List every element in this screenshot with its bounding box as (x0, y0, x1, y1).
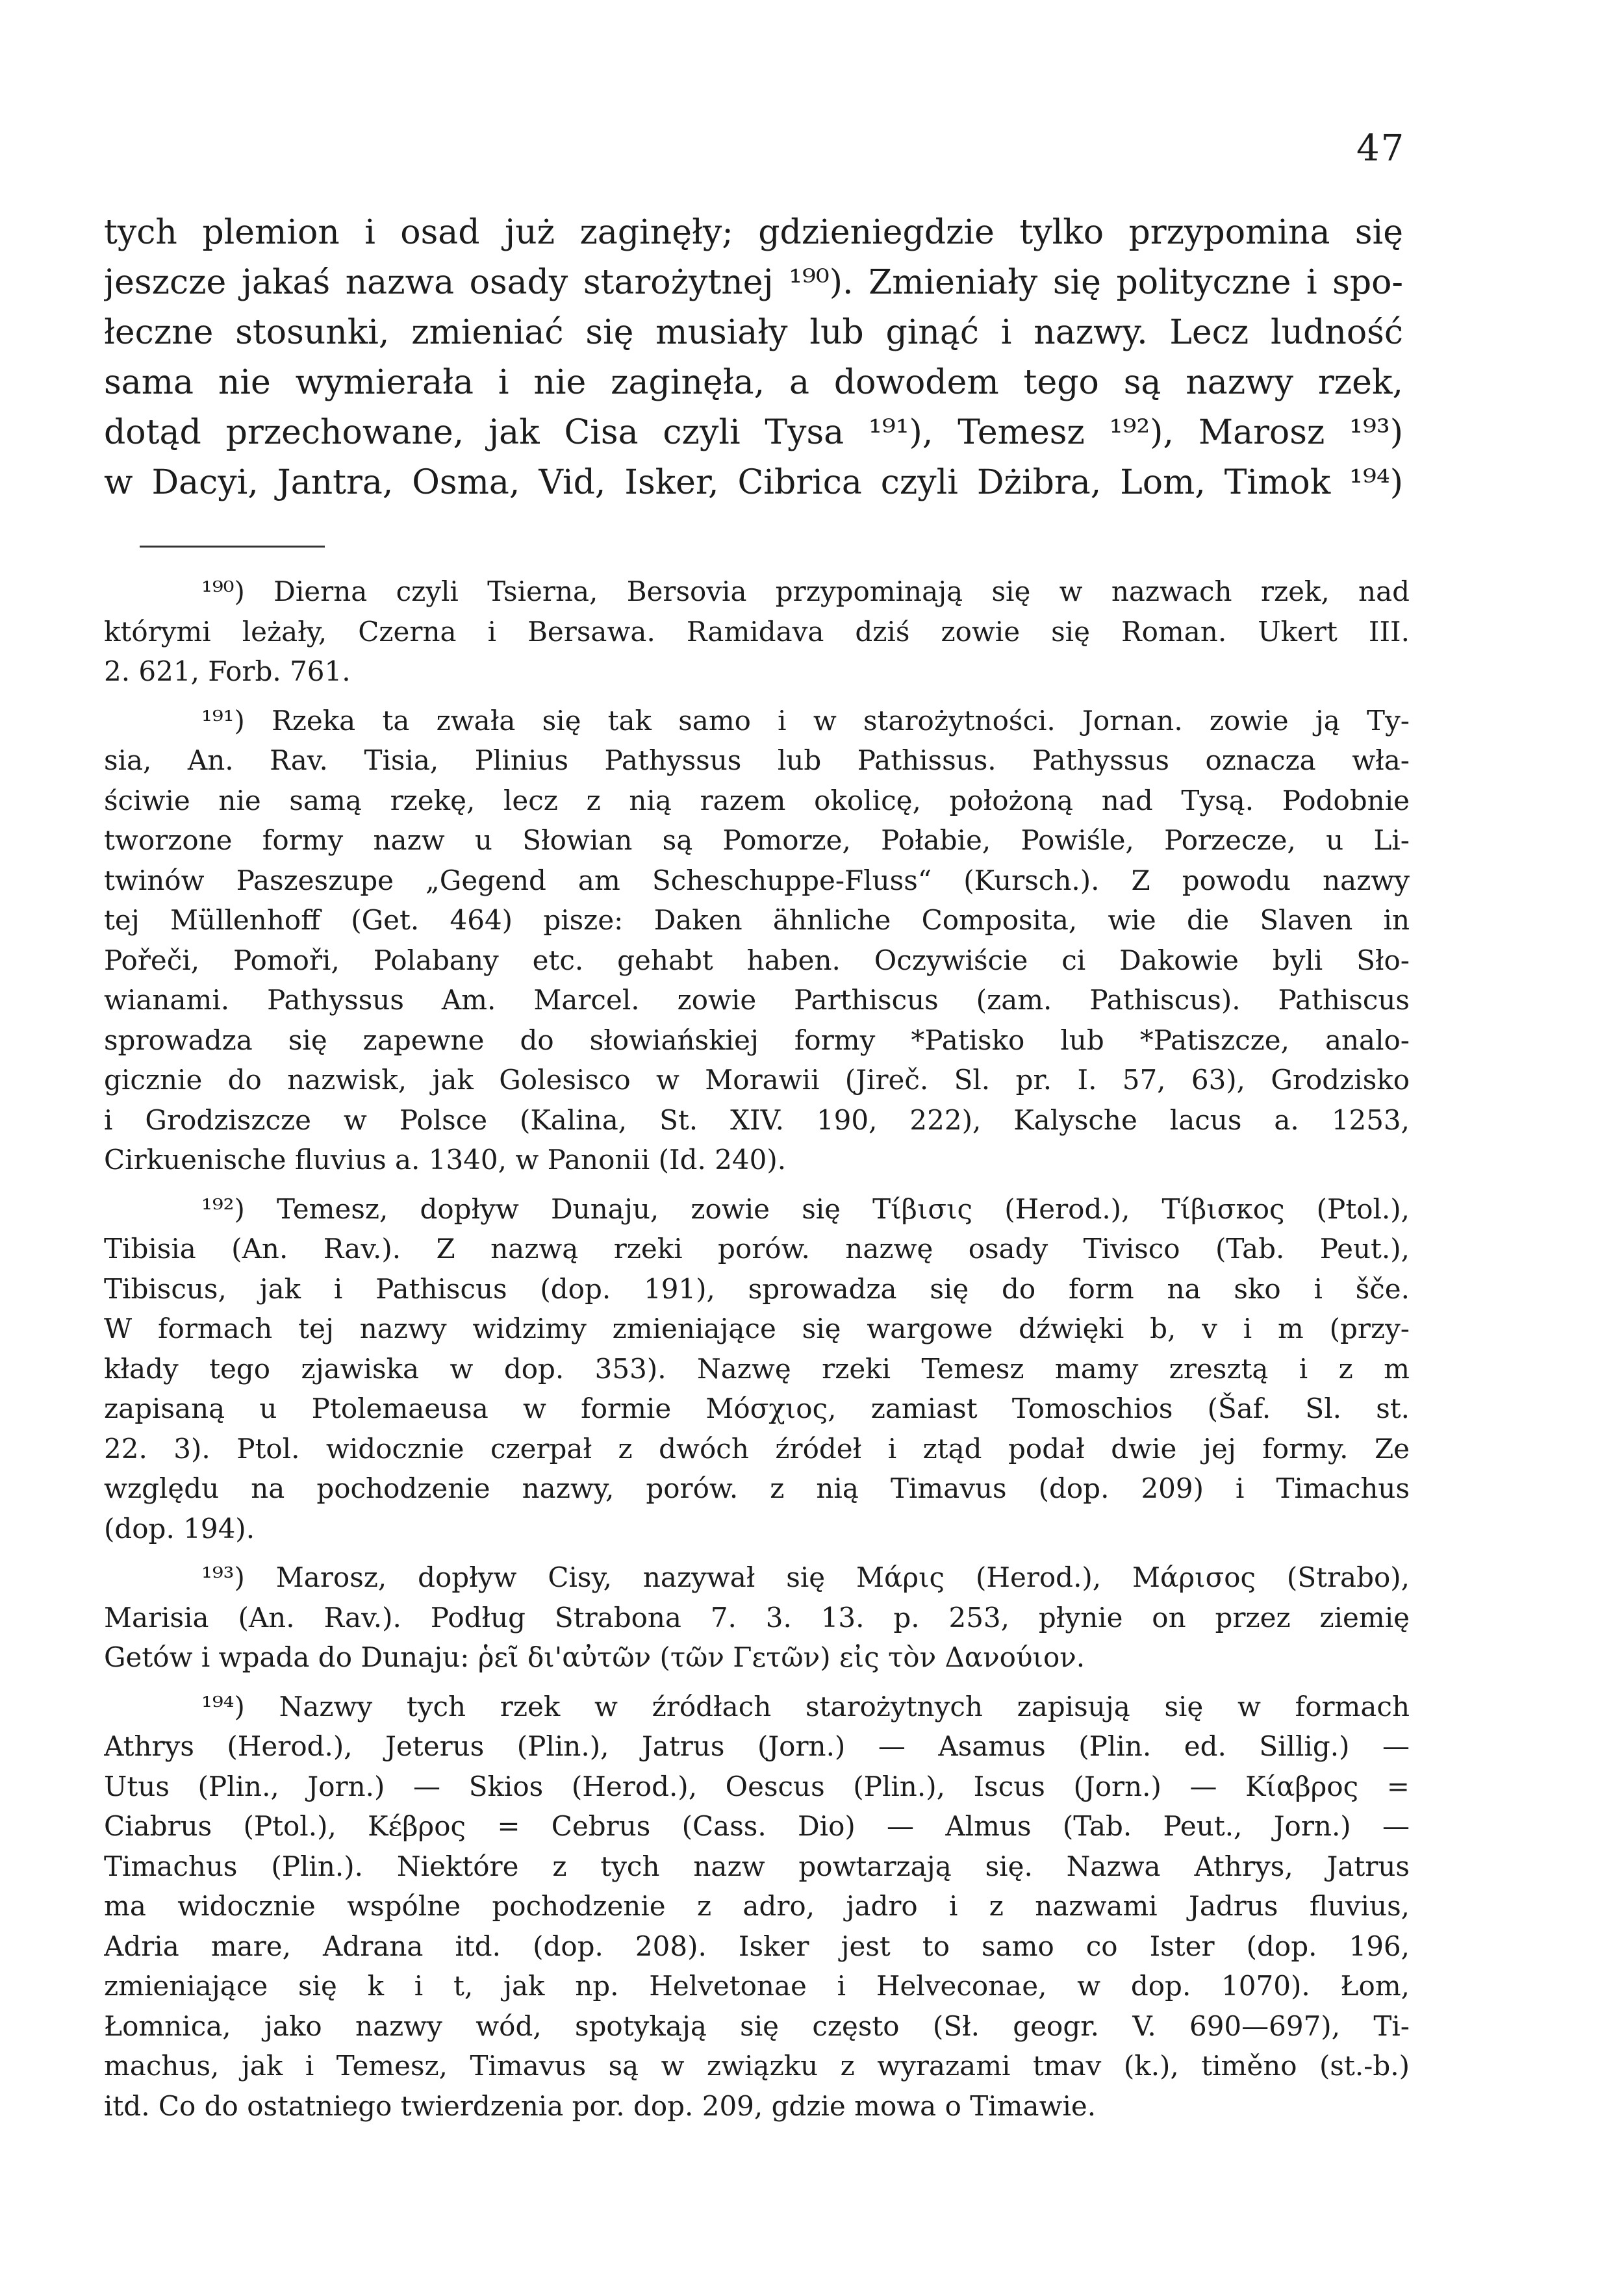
footnote-line: twinów Paszeszupe „Gegend am Scheschuppe-Fluss“ (Kursch.). Z powodu nazwy (104, 864, 1410, 896)
footnote-line: tej Müllenhoff (Get. 464) pisze: Daken ähnliche Composita, wie die Slaven in (104, 904, 1410, 936)
footnote-line: Tibiscus, jak i Pathiscus (dop. 191), sprowadza się do form na sko i šče. (104, 1272, 1410, 1305)
footnote-line: gicznie do nazwisk, jak Golesisco w Morawii (Jireč. Sl. pr. I. 57, 63), Grodzisko (104, 1064, 1410, 1096)
body-line: jeszcze jakaś nazwa osady starożytnej ¹⁹⁰). Zmieniały się polityczne i spo- (104, 263, 1403, 302)
footnote-line: ma widocznie wspólne pochodzenie z adro, jadro i z nazwami Jadrus fluvius, (104, 1890, 1410, 1922)
footnote-line: zapisaną u Ptolemaeusa w formie Μόσχιος, zamiast Tomoschios (Šaf. Sl. st. (104, 1393, 1410, 1424)
footnote-line: Timachus (Plin.). Niektóre z tych nazw powtarzają się. Nazwa Athrys, Jatrus (104, 1850, 1410, 1882)
footnote-line: ¹⁹¹) Rzeka ta zwała się tak samo i w starożytności. Jornan. zowie ją Ty- (201, 704, 1410, 737)
footnote-line: wianami. Pathyssus Am. Marcel. zowie Parthiscus (zam. Pathiscus). Pathiscus (104, 984, 1410, 1016)
footnote-line: którymi leżały, Czerna i Bersawa. Ramidava dziś zowie się Roman. Ukert III. (104, 615, 1410, 648)
footnote-line: Getów i wpada do Dunaju: ῥεῖ δι'αὐτῶν (τῶν Γετῶν) εἰς τὸν Δανούιον. (104, 1641, 1085, 1673)
footnote-line: ¹⁹³) Marosz, dopływ Cisy, nazywał się Μάρις (Herod.), Μάρισος (Strabo), (201, 1561, 1410, 1593)
footnote-line: W formach tej nazwy widzimy zmieniające się wargowe dźwięki b, v i m (przy- (104, 1313, 1410, 1344)
footnote-line: itd. Co do ostatniego twierdzenia por. dop. 209, gdzie mowa o Timawie. (104, 2089, 1097, 2122)
footnote-line: (dop. 194). (104, 1512, 255, 1545)
footnote-194 (104, 1687, 1410, 2126)
footnote-line: Cirkuenische fluvius a. 1340, w Panonii (Id. 240). (104, 1144, 787, 1176)
footnote-gap (104, 1548, 1410, 1558)
footnote-line: 2. 621, Forb. 761. (104, 655, 351, 687)
footnotes (104, 572, 1410, 2126)
footnote-line: Pořeči, Pomoři, Polabany etc. gehabt haben. Oczywiście ci Dakowie byli Sło- (104, 944, 1410, 976)
footnote-gap (104, 692, 1410, 701)
footnote-line: względu na pochodzenie nazwy, porów. z nią Timavus (dop. 209) i Timachus (104, 1472, 1410, 1504)
page-number: 47 (1356, 127, 1406, 170)
footnote-line: Łomnica, jako nazwy wód, spotykają się często (Sł. geogr. V. 690—697), Ti- (104, 2010, 1410, 2042)
footnote-line: Adria mare, Adrana itd. (dop. 208). Isker jest to samo co Ister (dop. 196, (104, 1930, 1410, 1962)
footnote-line: sprowadza się zapewne do słowiańskiej formy *Patisko lub *Patiszcze, analo- (104, 1024, 1410, 1056)
main-text (104, 208, 1403, 508)
footnote-line: 22. 3). Ptol. widocznie czerpał z dwóch źródeł i ztąd podał dwie jej formy. Ze (104, 1432, 1410, 1465)
footnote-line: Ciabrus (Ptol.), Κέβρος = Cebrus (Cass. Dio) — Almus (Tab. Peut., Jorn.) — (104, 1810, 1410, 1842)
footnote-line: machus, jak i Temesz, Timavus są w związku z wyrazami tmav (k.), timěno (st.-b.) (104, 2050, 1410, 2082)
footnote-line: Utus (Plin., Jorn.) — Skios (Herod.), Oescus (Plin.), Iscus (Jorn.) — Κίαβρος = (104, 1770, 1410, 1802)
footnote-line: ¹⁹⁰) Dierna czyli Tsierna, Bersovia przypominają się w nazwach rzek, nad (201, 575, 1410, 607)
body-line: tych plemion i osad już zaginęły; gdzieniegdzie tylko przypomina się (104, 213, 1403, 252)
footnote-separator (140, 546, 325, 548)
footnote-line: tworzone formy nazw u Słowian są Pomorze, Połabie, Powiśle, Porzecze, u Li- (104, 824, 1410, 856)
footnote-gap (104, 1180, 1410, 1189)
footnote-line: Athrys (Herod.), Jeterus (Plin.), Jatrus (Jorn.) — Asamus (Plin. ed. Sillig.) — (104, 1730, 1410, 1762)
footnote-line: zmieniające się k i t, jak np. Helvetonae i Helveconae, w dop. 1070). Łom, (104, 1970, 1410, 2002)
body-line: łeczne stosunki, zmieniać się musiały lub ginąć i nazwy. Lecz ludność (104, 313, 1403, 352)
footnote-line: ściwie nie samą rzekę, lecz z nią razem okolicę, położoną nad Tysą. Podobnie (104, 784, 1410, 816)
footnote-191 (104, 701, 1410, 1180)
body-line: w Dacyi, Jantra, Osma, Vid, Isker, Cibrica czyli Dżibra, Lom, Timok ¹⁹⁴) (104, 463, 1403, 502)
footnote-line: sia, An. Rav. Tisia, Plinius Pathyssus lub Pathissus. Pathyssus oznacza wła- (104, 744, 1410, 776)
footnote-line: Marisia (An. Rav.). Podług Strabona 7. 3. 13. p. 253, płynie on przez ziemię (104, 1601, 1410, 1634)
body-line: dotąd przechowane, jak Cisa czyli Tysa ¹⁹¹), Temesz ¹⁹²), Marosz ¹⁹³) (104, 413, 1403, 452)
footnote-line: ¹⁹²) Temesz, dopływ Dunaju, zowie się Τίβισις (Herod.), Τίβισκος (Ptol.), (201, 1192, 1410, 1225)
footnote-line: i Grodziszcze w Polsce (Kalina, St. XIV. 190, 222), Kalysche lacus a. 1253, (104, 1104, 1410, 1136)
footnote-193 (104, 1558, 1410, 1678)
footnote-line: ¹⁹⁴) Nazwy tych rzek w źródłach starożytnych zapisują się w formach (201, 1690, 1410, 1722)
footnote-192 (104, 1189, 1410, 1549)
footnote-line: kłady tego zjawiska w dop. 353). Nazwę rzeki Temesz mamy zresztą i z m (104, 1352, 1410, 1385)
footnote-gap (104, 1678, 1410, 1687)
footnote-190 (104, 572, 1410, 692)
footnote-line: Tibisia (An. Rav.). Z nazwą rzeki porów. nazwę osady Tivisco (Tab. Peut.), (104, 1233, 1410, 1265)
body-line: sama nie wymierała i nie zaginęła, a dowodem tego są nazwy rzek, (104, 363, 1403, 402)
